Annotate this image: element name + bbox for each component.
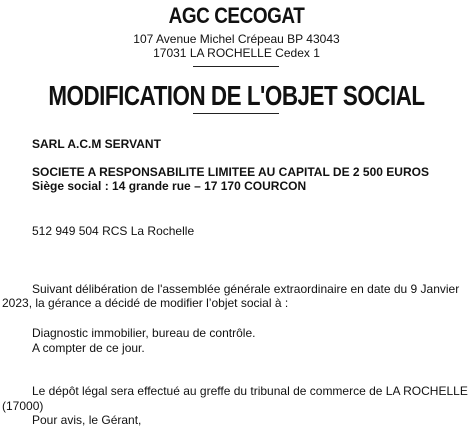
company-seat: Siège social : 14 grande rue – 17 170 COURCON: [32, 179, 307, 193]
notice-title: MODIFICATION DE L'OBJET SOCIAL: [48, 80, 425, 111]
agency-address-line2: 17031 LA ROCHELLE Cedex 1: [153, 46, 320, 60]
agency-address-line1: 107 Avenue Michel Crépeau BP 43043: [133, 32, 340, 46]
title-divider: [193, 113, 279, 114]
company-rcs: 512 949 504 RCS La Rochelle: [32, 224, 195, 238]
closing-signature: Pour avis, le Gérant,: [32, 413, 142, 427]
resolution-line2: 2023, la gérance a décidé de modifier l’objet social à :: [2, 296, 289, 310]
new-social-object: Diagnostic immobilier, bureau de contrôle.: [32, 326, 256, 340]
resolution-line1: Suivant délibération de l'assemblée générale extraordinaire en date du 9 Janvier: [32, 282, 460, 296]
company-name: SARL A.C.M SERVANT: [32, 137, 161, 151]
filing-line2: (17000): [2, 399, 44, 413]
filing-line1: Le dépôt légal sera effectué au greffe du tribunal de commerce de LA ROCHELLE: [32, 384, 468, 398]
effective-date: A compter de ce jour.: [32, 341, 145, 355]
company-legal-form: SOCIETE A RESPONSABILITE LIMITEE AU CAPITAL DE 2 500 EUROS: [32, 165, 429, 179]
header-divider: [193, 66, 279, 67]
agency-name: AGC CECOGAT: [168, 3, 305, 28]
